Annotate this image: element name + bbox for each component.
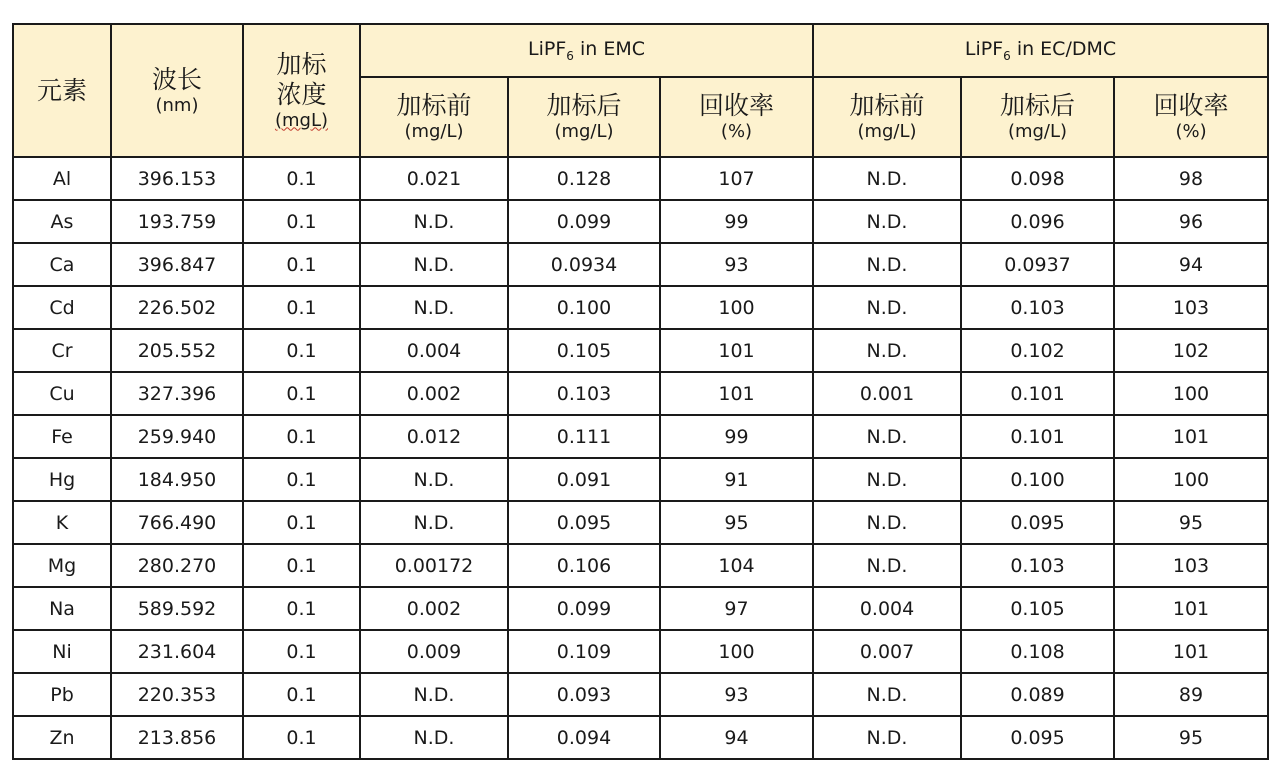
ecdmc-before-cell: N.D. [813, 415, 961, 458]
emc-recovery-cell: 93 [660, 673, 813, 716]
emc-before-cell: N.D. [360, 200, 508, 243]
col-header-ecdmc-recovery: 回收率 (%) [1114, 77, 1268, 157]
ecdmc-before-cell: N.D. [813, 501, 961, 544]
ecdmc-recovery-cell: 95 [1114, 716, 1268, 759]
group-header-emc: LiPF$_6$ in EMC [360, 24, 813, 77]
ecdmc-recovery-cell: 103 [1114, 286, 1268, 329]
group-header-ec-dmc: LiPF$_6$ in EC/DMC [813, 24, 1268, 77]
emc-after-cell: 0.095 [508, 501, 660, 544]
emc-after-cell: 0.109 [508, 630, 660, 673]
wavelength-cell: 396.847 [111, 243, 243, 286]
emc-recovery-cell: 104 [660, 544, 813, 587]
element-cell: Hg [13, 458, 111, 501]
table-body [13, 157, 1268, 759]
col-header-ecdmc-after: 加标后 (mg/L) [961, 77, 1114, 157]
ecdmc-before-cell: 0.007 [813, 630, 961, 673]
emc-recovery-cell: 95 [660, 501, 813, 544]
spike-conc-cell: 0.1 [243, 243, 360, 286]
emc-after-cell: 0.0934 [508, 243, 660, 286]
ecdmc-recovery-cell: 102 [1114, 329, 1268, 372]
ecdmc-before-cell: N.D. [813, 458, 961, 501]
spike-conc-cell: 0.1 [243, 372, 360, 415]
ecdmc-after-cell: 0.0937 [961, 243, 1114, 286]
emc-recovery-cell: 94 [660, 716, 813, 759]
wavelength-cell: 184.950 [111, 458, 243, 501]
emc-before-cell: N.D. [360, 458, 508, 501]
ecdmc-before-cell: N.D. [813, 243, 961, 286]
ecdmc-before-cell: N.D. [813, 329, 961, 372]
emc-recovery-cell: 100 [660, 630, 813, 673]
emc-before-cell: N.D. [360, 673, 508, 716]
ecdmc-after-cell: 0.095 [961, 716, 1114, 759]
wavelength-cell: 220.353 [111, 673, 243, 716]
emc-after-cell: 0.091 [508, 458, 660, 501]
spike-conc-cell: 0.1 [243, 286, 360, 329]
ecdmc-after-cell: 0.102 [961, 329, 1114, 372]
element-cell: As [13, 200, 111, 243]
wavelength-cell: 193.759 [111, 200, 243, 243]
emc-before-cell: 0.002 [360, 372, 508, 415]
spike-conc-cell: 0.1 [243, 716, 360, 759]
ecdmc-after-cell: 0.101 [961, 372, 1114, 415]
spike-conc-cell: 0.1 [243, 501, 360, 544]
ecdmc-recovery-cell: 98 [1114, 157, 1268, 200]
emc-recovery-cell: 100 [660, 286, 813, 329]
ecdmc-recovery-cell: 103 [1114, 544, 1268, 587]
spike-conc-cell: 0.1 [243, 458, 360, 501]
wavelength-cell: 396.153 [111, 157, 243, 200]
emc-recovery-cell: 101 [660, 372, 813, 415]
ecdmc-after-cell: 0.095 [961, 501, 1114, 544]
spike-conc-cell: 0.1 [243, 415, 360, 458]
emc-before-cell: 0.009 [360, 630, 508, 673]
emc-before-cell: N.D. [360, 286, 508, 329]
emc-before-cell: 0.021 [360, 157, 508, 200]
emc-after-cell: 0.106 [508, 544, 660, 587]
col-header-emc-recovery: 回收率 (%) [660, 77, 813, 157]
ecdmc-recovery-cell: 100 [1114, 458, 1268, 501]
ecdmc-recovery-cell: 101 [1114, 630, 1268, 673]
wavelength-cell: 226.502 [111, 286, 243, 329]
element-cell: Zn [13, 716, 111, 759]
emc-after-cell: 0.100 [508, 286, 660, 329]
element-cell: Al [13, 157, 111, 200]
ecdmc-before-cell: N.D. [813, 286, 961, 329]
ecdmc-recovery-cell: 89 [1114, 673, 1268, 716]
table-row [13, 200, 1268, 243]
element-cell: Cu [13, 372, 111, 415]
ecdmc-recovery-cell: 101 [1114, 587, 1268, 630]
col-header-ecdmc-before: 加标前 (mg/L) [813, 77, 961, 157]
table-row [13, 630, 1268, 673]
ecdmc-recovery-cell: 100 [1114, 372, 1268, 415]
wavelength-cell: 766.490 [111, 501, 243, 544]
spike-conc-cell: 0.1 [243, 587, 360, 630]
ecdmc-before-cell: N.D. [813, 544, 961, 587]
ecdmc-before-cell: 0.001 [813, 372, 961, 415]
emc-after-cell: 0.094 [508, 716, 660, 759]
ecdmc-after-cell: 0.096 [961, 200, 1114, 243]
element-cell: Na [13, 587, 111, 630]
emc-after-cell: 0.105 [508, 329, 660, 372]
spike-conc-cell: 0.1 [243, 157, 360, 200]
emc-recovery-cell: 99 [660, 415, 813, 458]
emc-after-cell: 0.099 [508, 587, 660, 630]
element-cell: Mg [13, 544, 111, 587]
wavelength-cell: 327.396 [111, 372, 243, 415]
emc-before-cell: 0.004 [360, 329, 508, 372]
emc-recovery-cell: 101 [660, 329, 813, 372]
spike-conc-cell: 0.1 [243, 630, 360, 673]
ecdmc-recovery-cell: 96 [1114, 200, 1268, 243]
element-cell: Ni [13, 630, 111, 673]
emc-recovery-cell: 91 [660, 458, 813, 501]
table-row [13, 372, 1268, 415]
emc-recovery-cell: 107 [660, 157, 813, 200]
emc-after-cell: 0.099 [508, 200, 660, 243]
table-row [13, 587, 1268, 630]
table-row [13, 329, 1268, 372]
table-row [13, 716, 1268, 759]
emc-before-cell: N.D. [360, 716, 508, 759]
emc-before-cell: N.D. [360, 243, 508, 286]
col-header-wavelength: 波长 (nm) [111, 24, 243, 157]
emc-before-cell: N.D. [360, 501, 508, 544]
ecdmc-recovery-cell: 101 [1114, 415, 1268, 458]
emc-after-cell: 0.111 [508, 415, 660, 458]
spike-conc-cell: 0.1 [243, 200, 360, 243]
ecdmc-before-cell: N.D. [813, 200, 961, 243]
recovery-table [12, 23, 1269, 760]
wavelength-cell: 280.270 [111, 544, 243, 587]
emc-after-cell: 0.103 [508, 372, 660, 415]
col-header-emc-after: 加标后 (mg/L) [508, 77, 660, 157]
wavelength-cell: 205.552 [111, 329, 243, 372]
wavelength-cell: 259.940 [111, 415, 243, 458]
table-row [13, 157, 1268, 200]
emc-after-cell: 0.128 [508, 157, 660, 200]
element-cell: Fe [13, 415, 111, 458]
table-row [13, 415, 1268, 458]
ecdmc-before-cell: N.D. [813, 716, 961, 759]
table-row [13, 243, 1268, 286]
wavelength-cell: 231.604 [111, 630, 243, 673]
table-row [13, 458, 1268, 501]
ecdmc-before-cell: N.D. [813, 673, 961, 716]
ecdmc-recovery-cell: 95 [1114, 501, 1268, 544]
table-row [13, 501, 1268, 544]
ecdmc-after-cell: 0.108 [961, 630, 1114, 673]
ecdmc-after-cell: 0.100 [961, 458, 1114, 501]
element-cell: Pb [13, 673, 111, 716]
element-cell: K [13, 501, 111, 544]
col-header-emc-before: 加标前 (mg/L) [360, 77, 508, 157]
ecdmc-after-cell: 0.103 [961, 286, 1114, 329]
spike-conc-cell: 0.1 [243, 329, 360, 372]
emc-recovery-cell: 97 [660, 587, 813, 630]
table-row [13, 673, 1268, 716]
ecdmc-after-cell: 0.098 [961, 157, 1114, 200]
spike-conc-cell: 0.1 [243, 673, 360, 716]
element-cell: Cd [13, 286, 111, 329]
wavelength-cell: 589.592 [111, 587, 243, 630]
element-cell: Cr [13, 329, 111, 372]
ecdmc-after-cell: 0.103 [961, 544, 1114, 587]
ecdmc-before-cell: 0.004 [813, 587, 961, 630]
ecdmc-after-cell: 0.101 [961, 415, 1114, 458]
ecdmc-recovery-cell: 94 [1114, 243, 1268, 286]
emc-after-cell: 0.093 [508, 673, 660, 716]
spike-conc-cell: 0.1 [243, 544, 360, 587]
ecdmc-after-cell: 0.089 [961, 673, 1114, 716]
element-cell: Ca [13, 243, 111, 286]
table-row [13, 286, 1268, 329]
emc-before-cell: 0.002 [360, 587, 508, 630]
emc-before-cell: 0.00172 [360, 544, 508, 587]
col-header-element: 元素 [13, 24, 111, 157]
col-header-spike-concentration: 加标 浓度 (mgL) [243, 24, 360, 157]
ecdmc-after-cell: 0.105 [961, 587, 1114, 630]
emc-before-cell: 0.012 [360, 415, 508, 458]
emc-recovery-cell: 93 [660, 243, 813, 286]
table-row [13, 544, 1268, 587]
wavelength-cell: 213.856 [111, 716, 243, 759]
emc-recovery-cell: 99 [660, 200, 813, 243]
ecdmc-before-cell: N.D. [813, 157, 961, 200]
